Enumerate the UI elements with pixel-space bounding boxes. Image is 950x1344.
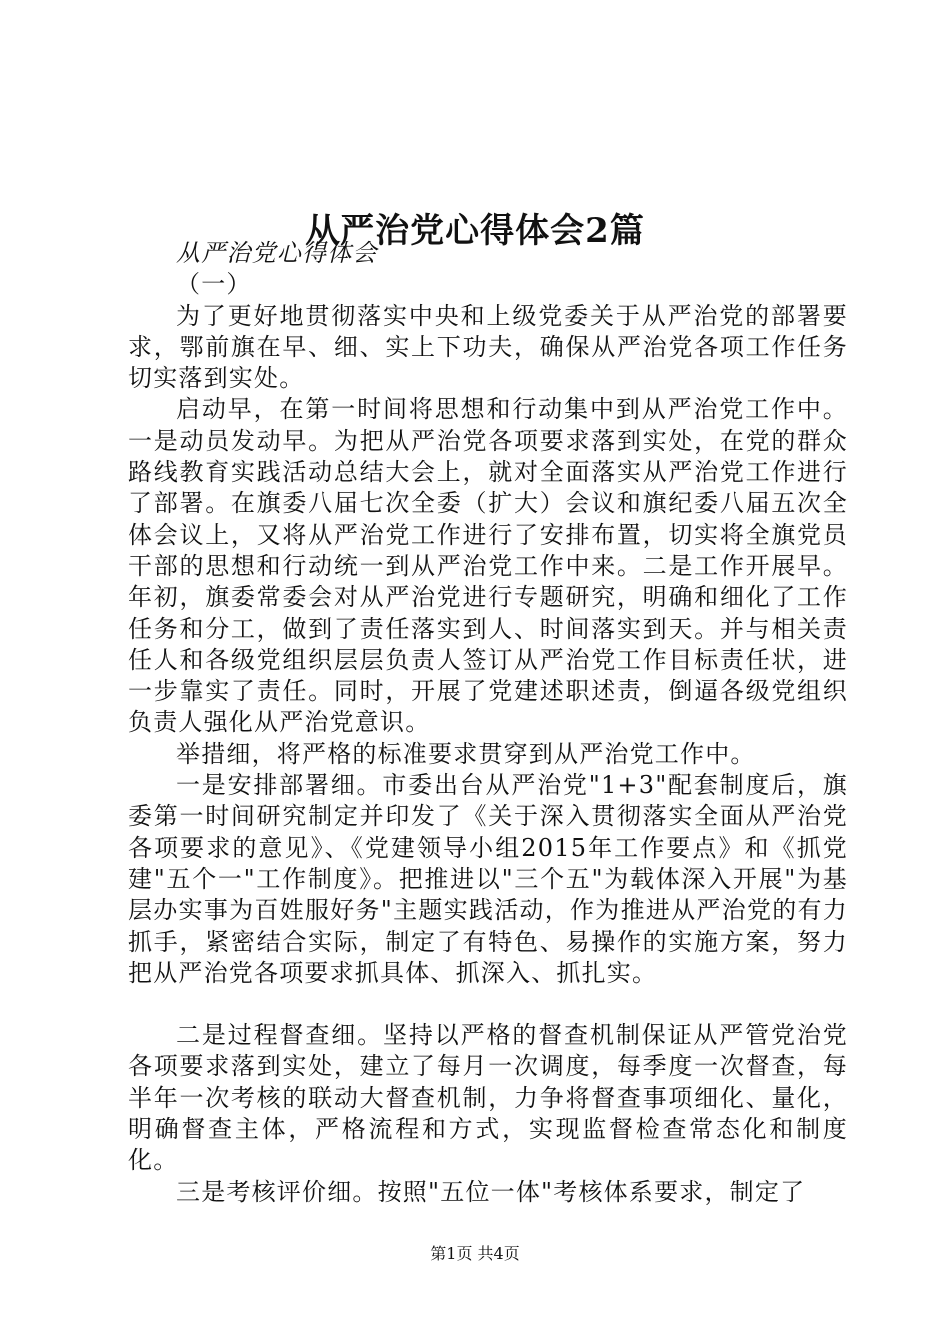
section-marker: （一） <box>176 270 252 299</box>
page-indicator: 第1页 共4页 <box>430 1244 520 1263</box>
paragraph-supervision: 二是过程督查细。坚持以严格的督查机制保证从严管党治党各项要求落到实处，建立了每月一次调度，每季度一次督查，每半年一次考核的联动大督查机制，力争将督查事项细化、量化，明确督查主体，严格流程和方式，实现监督检查常态化和制度化。 <box>128 1021 848 1175</box>
document-subtitle: 从严治党心得体会 <box>176 239 378 267</box>
paragraph-evaluation: 三是考核评价细。按照"五位一体"考核体系要求，制定了 <box>176 1177 806 1206</box>
paragraph-arrangement: 一是安排部署细。市委出台从严治党"1+3"配套制度后，旗委第一时间研究制定并印发了《关于深入贯彻落实全面从严治党各项要求的意见》、《党建领导小组2015年工作要点》和《抓党建"五个一"工作制度》。把推进以"三个五"为载体深入开展"为基层办实事为百姓服好务"主题实践活动，作为推进从严治党的有力抓手，紧密结合实际，制定了有特色、易操作的实施方案，努力把从严治党各项要求抓具体、抓深入、抓扎实。 <box>128 771 848 987</box>
document-title: 从严治党心得体会2篇 <box>305 210 645 251</box>
paragraph-early-start: 启动早，在第一时间将思想和行动集中到从严治党工作中。一是动员发动早。为把从严治党各项要求落到实处，在党的群众路线教育实践活动总结大会上，就对全面落实从严治党工作进行了部署。在旗委八届七次全委（扩大）会议和旗纪委八届五次全体会议上，又将从严治党工作进行了安排布置，切实将全旗党员干部的思想和行动统一到从严治党工作中来。二是工作开展早。年初，旗委常委会对从严治党进行专题研究，明确和细化了工作任务和分工，做到了责任落实到人、时间落实到天。并与相关责任人和各级党组织层层负责人签订从严治党工作目标责任状，进一步靠实了责任。同时，开展了党建述职述责，倒逼各级党组织负责人强化从严治党意识。 <box>128 395 848 737</box>
document-body <box>128 238 848 1208</box>
paragraph-detailed-measures: 举措细，将严格的标准要求贯穿到从严治党工作中。 <box>176 739 756 768</box>
paragraph-intro: 为了更好地贯彻落实中央和上级党委关于从严治党的部署要求，鄂前旗在早、细、实上下功夫，确保从严治党各项工作任务切实落到实处。 <box>128 301 848 393</box>
